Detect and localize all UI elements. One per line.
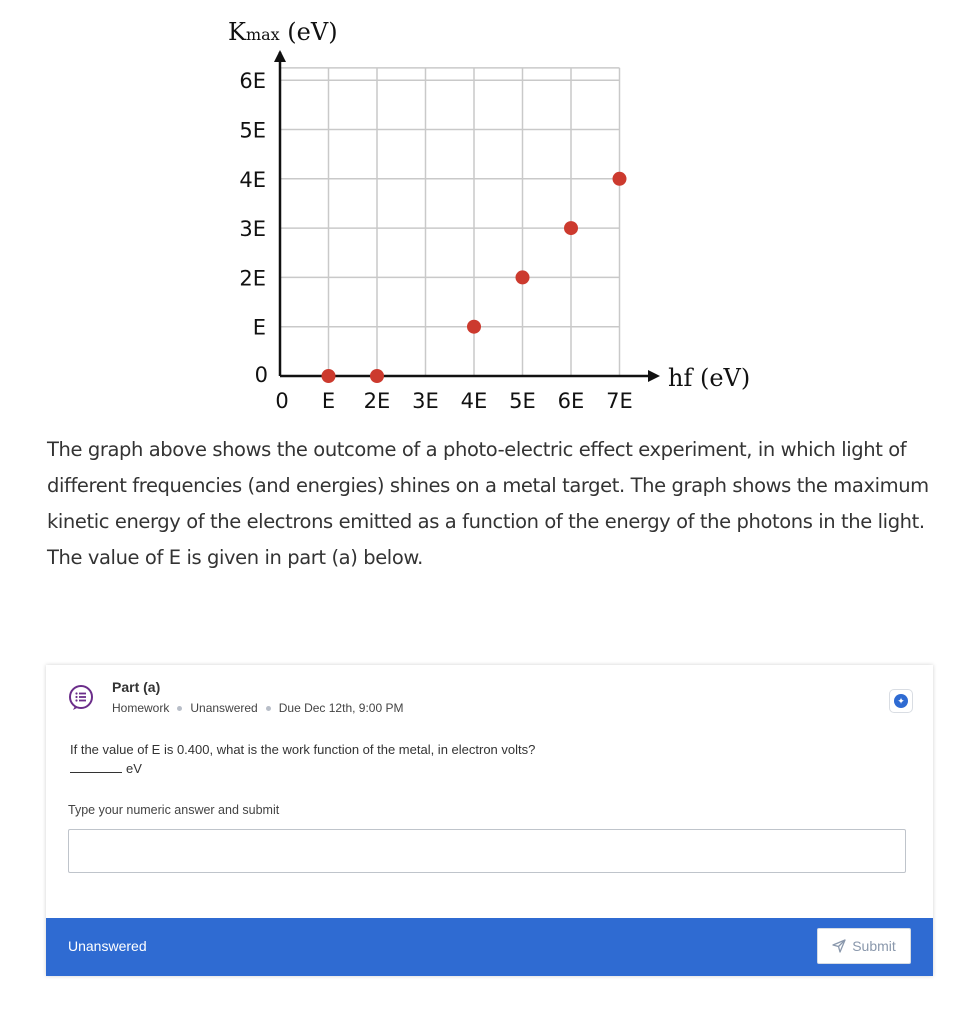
x-tick-label: E xyxy=(321,389,336,413)
y-axis-title: Kmax (eV) xyxy=(228,18,338,46)
answer-blank xyxy=(70,761,142,776)
y-tick-label: 6E xyxy=(239,69,266,94)
input-hint: Type your numeric answer and submit xyxy=(68,803,280,817)
x-tick-label: 4E xyxy=(460,389,488,413)
y-tick-label: E xyxy=(252,315,266,340)
meta-type: Homework xyxy=(112,701,170,715)
send-icon xyxy=(832,939,846,953)
data-point xyxy=(516,270,530,284)
x-tick-label: 2E xyxy=(363,389,391,413)
graph-labels xyxy=(239,69,632,413)
meta-due: Due Dec 12th, 9:00 PM xyxy=(278,701,404,715)
y-tick-label: 3E xyxy=(239,217,266,242)
status-text: Unanswered xyxy=(68,938,147,954)
submit-label: Submit xyxy=(852,938,896,954)
part-title: Part (a) xyxy=(112,679,161,695)
x-axis-arrow xyxy=(648,370,660,382)
data-point xyxy=(564,221,578,235)
numeric-answer-input[interactable] xyxy=(68,829,906,873)
y-tick-label: 0 xyxy=(254,363,268,387)
blank-line xyxy=(70,772,122,773)
y-tick-label: 2E xyxy=(239,266,266,291)
y-tick-label: 5E xyxy=(239,118,266,143)
data-point xyxy=(613,172,627,186)
y-tick-label: 4E xyxy=(239,167,266,192)
meta-separator xyxy=(266,706,271,711)
submit-button[interactable] xyxy=(817,928,911,964)
data-point xyxy=(322,369,336,383)
photoelectric-graph xyxy=(0,0,977,425)
question-list-icon xyxy=(68,685,94,711)
part-a-card xyxy=(46,665,933,976)
data-point xyxy=(467,320,481,334)
bookmark-badge[interactable] xyxy=(889,689,913,713)
meta-status: Unanswered xyxy=(190,701,258,715)
part-meta xyxy=(112,701,403,715)
star-icon: ✦ xyxy=(894,694,908,708)
x-tick-label: 0 xyxy=(275,389,289,413)
data-point xyxy=(370,369,384,383)
x-axis-title: hf (eV) xyxy=(668,364,751,392)
graph-axes xyxy=(274,50,660,382)
status-footer xyxy=(46,918,933,976)
y-axis-arrow xyxy=(274,50,286,62)
question-text: If the value of E is 0.400, what is the work function of the metal, in electron volts? xyxy=(70,742,536,757)
x-tick-label: 5E xyxy=(509,389,536,413)
x-tick-label: 3E xyxy=(412,389,439,413)
x-tick-label: 6E xyxy=(557,389,585,413)
unit-label: eV xyxy=(126,761,142,776)
meta-separator xyxy=(177,706,182,711)
x-tick-label: 7E xyxy=(606,389,633,413)
problem-description: The graph above shows the outcome of a photo-electric effect experiment, in which light of different frequencies (and energies) shines on a metal target. The graph shows the maximum kinetic energy of the electrons emitted as a function of the energy of the photons in the light. The value of E is given in part (a) below. xyxy=(47,438,929,569)
